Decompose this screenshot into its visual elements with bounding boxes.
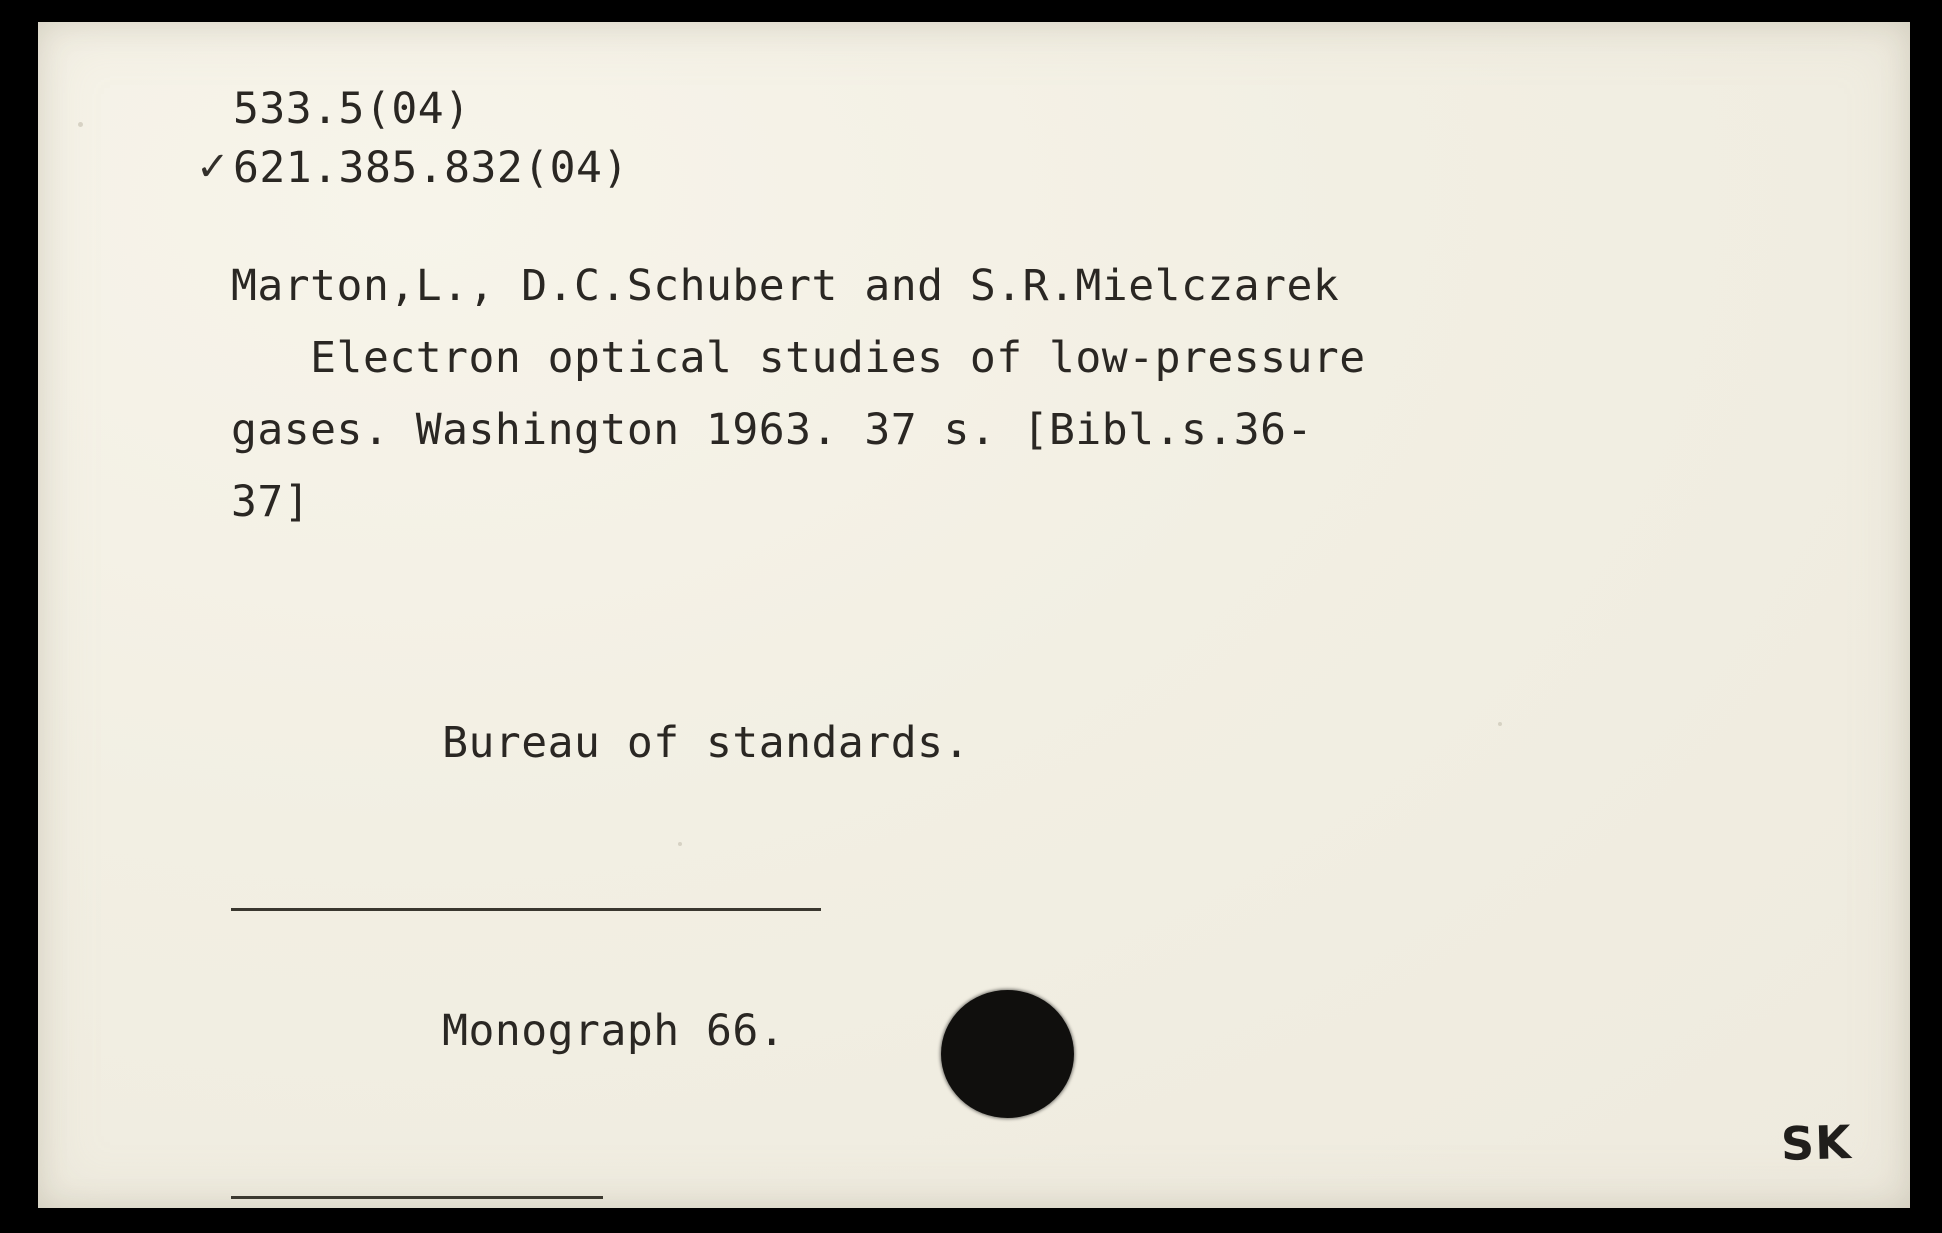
entry-line-3: gases. Washington 1963. 37 s. [Bibl.s.36- (231, 405, 1313, 455)
punch-hole (941, 990, 1074, 1118)
series-heading-text-2: Monograph 66. (442, 1006, 786, 1056)
underline-rule-1 (231, 908, 821, 911)
underline-rule-2 (231, 1196, 603, 1199)
entry-line-2: Electron optical studies of low-pressure (231, 333, 1366, 383)
entry-line-1: Marton,L., D.C.Schubert and S.R.Mielczarek (231, 261, 1340, 311)
paper-speck (78, 122, 83, 127)
paper-speck (1498, 722, 1502, 726)
library-stamp: SK (1780, 1115, 1853, 1171)
check-mark-icon: ✓ (196, 144, 230, 190)
entry-line-4: 37] (231, 477, 311, 527)
series-heading (231, 635, 970, 1211)
series-heading-line-2 (231, 923, 970, 1211)
call-number-line-2: 621.385.832(04) (233, 143, 629, 193)
series-heading-text-1: Bureau of standards. (442, 718, 970, 768)
call-number-line-1: 533.5(04) (233, 84, 471, 134)
catalog-card (38, 22, 1910, 1208)
series-heading-line-1 (231, 635, 970, 923)
paper-speck (678, 842, 682, 846)
